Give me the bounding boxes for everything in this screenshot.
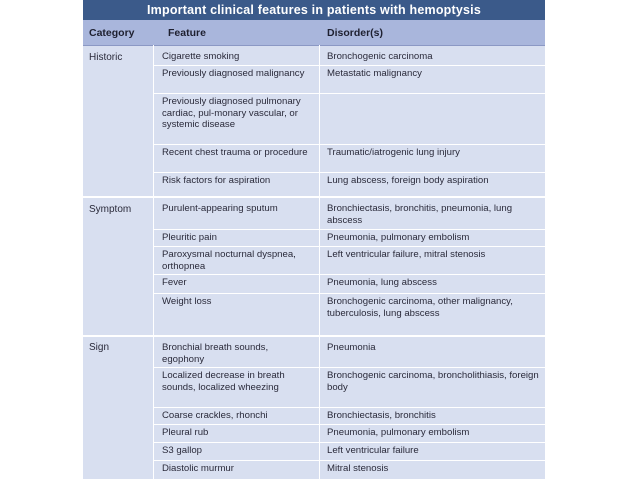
- table-row: [153, 229, 545, 246]
- feature-cell: Previously diagnosed malignancy: [162, 68, 305, 79]
- table-row: [153, 200, 545, 229]
- table-row: [153, 460, 545, 479]
- table-title: Important clinical features in patients with hemoptysis: [83, 0, 545, 20]
- feature-cell: Bronchial breath sounds, egophony: [162, 342, 269, 365]
- disorder-cell: Metastatic malignancy: [327, 68, 422, 79]
- column-header-feature: Feature: [168, 27, 206, 39]
- feature-cell: Localized decrease in breath sounds, localized wheezing: [162, 370, 285, 393]
- table-row: [153, 339, 545, 367]
- feature-cell: Diastolic murmur: [162, 463, 234, 474]
- feature-cell: Cigarette smoking: [162, 51, 240, 62]
- disorder-cell: Lung abscess, foreign body aspiration: [327, 175, 489, 186]
- disorder-cell: Bronchogenic carcinoma, broncholithiasis, foreign body: [327, 370, 539, 393]
- feature-cell: S3 gallop: [162, 445, 203, 456]
- feature-cell: Recent chest trauma or procedure: [162, 147, 308, 158]
- disorder-cell: Traumatic/iatrogenic lung injury: [327, 147, 460, 158]
- table-row: [153, 407, 545, 424]
- feature-cell: Fever: [162, 277, 187, 288]
- disorder-cell: Pneumonia, lung abscess: [327, 277, 437, 288]
- table-row: [153, 93, 545, 144]
- table-row: [153, 65, 545, 93]
- category-sign: Sign: [89, 342, 110, 353]
- feature-cell: Pleural rub: [162, 427, 209, 438]
- group-separator: [83, 196, 545, 198]
- disorder-cell: Bronchiectasis, bronchitis: [327, 410, 436, 421]
- table-row: [153, 48, 545, 65]
- feature-cell: Paroxysmal nocturnal dyspnea, orthopnea: [162, 249, 296, 272]
- column-header-category: Category: [89, 27, 135, 39]
- feature-cell: Weight loss: [162, 296, 212, 307]
- disorder-cell: Pneumonia: [327, 342, 376, 353]
- disorder-cell: Mitral stenosis: [327, 463, 389, 474]
- category-symptom: Symptom: [89, 204, 132, 215]
- feature-cell: Risk factors for aspiration: [162, 175, 271, 186]
- disorder-cell: Left ventricular failure: [327, 445, 419, 456]
- feature-cell: Coarse crackles, rhonchi: [162, 410, 268, 421]
- table-row: [153, 172, 545, 196]
- table-row: [153, 424, 545, 442]
- disorder-cell: Bronchogenic carcinoma: [327, 51, 433, 62]
- disorder-cell: Bronchiectasis, bronchitis, pneumonia, lung abscess: [327, 203, 513, 226]
- table-row: [153, 246, 545, 274]
- feature-cell: Previously diagnosed pulmonary cardiac, pul-monary vascular, or systemic disease: [162, 96, 301, 130]
- clinical-features-table: [83, 0, 545, 479]
- feature-cell: Pleuritic pain: [162, 232, 217, 243]
- table-row: [153, 442, 545, 460]
- group-separator: [83, 335, 545, 337]
- disorder-cell: Left ventricular failure, mitral stenosis: [327, 249, 486, 260]
- disorder-cell: Pneumonia, pulmonary embolism: [327, 232, 470, 243]
- column-header-disorders: Disorder(s): [327, 27, 384, 39]
- category-historic: Historic: [89, 52, 123, 63]
- feature-cell: Purulent-appearing sputum: [162, 203, 278, 214]
- table-row: [153, 144, 545, 172]
- table-row: [153, 367, 545, 407]
- disorder-cell: Bronchogenic carcinoma, other malignancy, tuberculosis, lung abscess: [327, 296, 513, 319]
- disorder-cell: Pneumonia, pulmonary embolism: [327, 427, 470, 438]
- table-row: [153, 274, 545, 293]
- table-header: [83, 20, 545, 46]
- table-row: [153, 293, 545, 335]
